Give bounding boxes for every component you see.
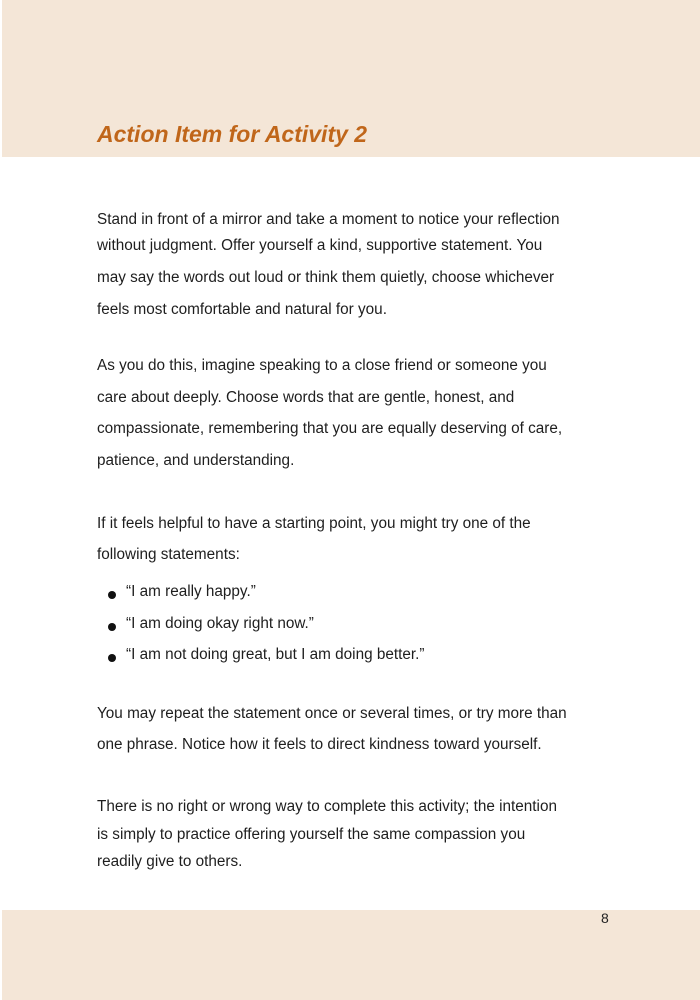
footer-band xyxy=(2,910,700,1000)
paragraph-line: compassionate, remembering that you are equally deserving of care, xyxy=(97,420,563,437)
paragraph-line: You may repeat the statement once or several times, or try more than xyxy=(97,705,567,722)
statement-text: “I am not doing great, but I am doing better.” xyxy=(126,646,425,663)
paragraph-line: is simply to practice offering yourself the same compassion you xyxy=(97,826,526,843)
paragraph-line: There is no right or wrong way to complete this activity; the intention xyxy=(97,798,557,815)
statement-text: “I am really happy.” xyxy=(126,583,256,600)
paragraph-line: may say the words out loud or think them quietly, choose whichever xyxy=(97,269,555,286)
paragraph-line: As you do this, imagine speaking to a close friend or someone you xyxy=(97,357,547,374)
paragraph-line: care about deeply. Choose words that are gentle, honest, and xyxy=(97,389,515,406)
paragraph-line: readily give to others. xyxy=(97,853,243,870)
statement-text: “I am doing okay right now.” xyxy=(126,615,314,632)
paragraph-line: without judgment. Offer yourself a kind, supportive statement. You xyxy=(97,237,543,254)
paragraph-line: Stand in front of a mirror and take a moment to notice your reflection xyxy=(97,211,560,228)
paragraph-line: one phrase. Notice how it feels to direct kindness toward yourself. xyxy=(97,736,542,753)
bullet-icon xyxy=(108,623,116,631)
page-title: Action Item for Activity 2 xyxy=(97,121,368,147)
paragraph-line: patience, and understanding. xyxy=(97,452,295,469)
bullet-icon xyxy=(108,654,116,662)
paragraph-line: feels most comfortable and natural for you. xyxy=(97,301,387,318)
paragraph-line: If it feels helpful to have a starting point, you might try one of the xyxy=(97,515,531,532)
paragraph-line: following statements: xyxy=(97,546,240,563)
page-number: 8 xyxy=(601,910,609,926)
bullet-icon xyxy=(108,591,116,599)
